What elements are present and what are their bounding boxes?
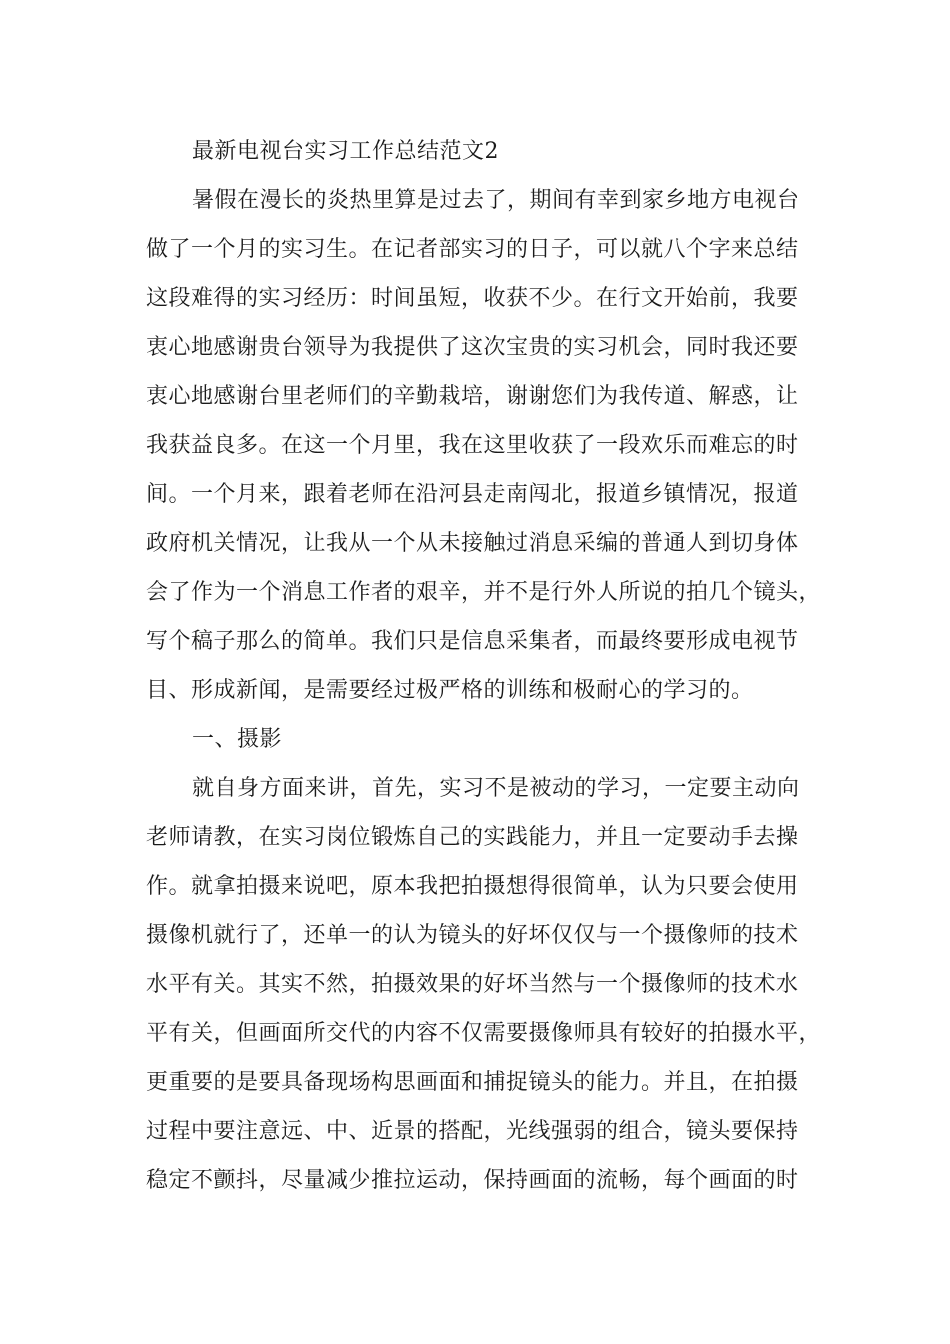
paragraph-line: 平有关，但画面所交代的内容不仅需要摄像师具有较好的拍摄水平， [146, 1021, 822, 1046]
paragraph-line: 老师请教，在实习岗位锻炼自己的实践能力，并且一定要动手去操 [146, 825, 799, 850]
paragraph-line: 更重要的是要具备现场构思画面和捕捉镜头的能力。并且，在拍摄 [146, 1070, 799, 1095]
paragraph-line: 衷心地感谢台里老师们的辛勤栽培，谢谢您们为我传道、解惑，让 [146, 384, 799, 409]
paragraph-line: 写个稿子那么的简单。我们只是信息采集者，而最终要形成电视节 [146, 629, 799, 654]
paragraph-line: 水平有关。其实不然，拍摄效果的好坏当然与一个摄像师的技术水 [146, 972, 799, 997]
paragraph-line: 目、形成新闻，是需要经过极严格的训练和极耐心的学习的。 [146, 678, 754, 703]
paragraph-line: 暑假在漫长的炎热里算是过去了，期间有幸到家乡地方电视台 [192, 188, 800, 213]
paragraph-line: 间。一个月来，跟着老师在沿河县走南闯北，报道乡镇情况，报道 [146, 482, 799, 507]
paragraph-line: 这段难得的实习经历：时间虽短，收获不少。在行文开始前，我要 [146, 286, 799, 311]
paragraph-line: 就自身方面来讲，首先，实习不是被动的学习，一定要主动向 [192, 776, 800, 801]
paragraph-line: 政府机关情况，让我从一个从未接触过消息采编的普通人到切身体 [146, 531, 799, 556]
paragraph-line: 我获益良多。在这一个月里，我在这里收获了一段欢乐而难忘的时 [146, 433, 799, 458]
paragraph-line: 作。就拿拍摄来说吧，原本我把拍摄想得很简单，认为只要会使用 [146, 874, 799, 899]
paragraph-line: 过程中要注意远、中、近景的搭配，光线强弱的组合，镜头要保持 [146, 1119, 799, 1144]
paragraph-line: 衷心地感谢贵台领导为我提供了这次宝贵的实习机会，同时我还要 [146, 335, 799, 360]
document-title: 最新电视台实习工作总结范文2 [192, 139, 499, 164]
section-heading: 一、摄影 [192, 727, 283, 752]
paragraph-line: 稳定不颤抖，尽量减少推拉运动，保持画面的流畅，每个画面的时 [146, 1168, 799, 1193]
paragraph-line: 摄像机就行了，还单一的认为镜头的好坏仅仅与一个摄像师的技术 [146, 923, 799, 948]
paragraph-line: 做了一个月的实习生。在记者部实习的日子，可以就八个字来总结 [146, 237, 799, 262]
paragraph-line: 会了作为一个消息工作者的艰辛，并不是行外人所说的拍几个镜头， [146, 580, 822, 605]
